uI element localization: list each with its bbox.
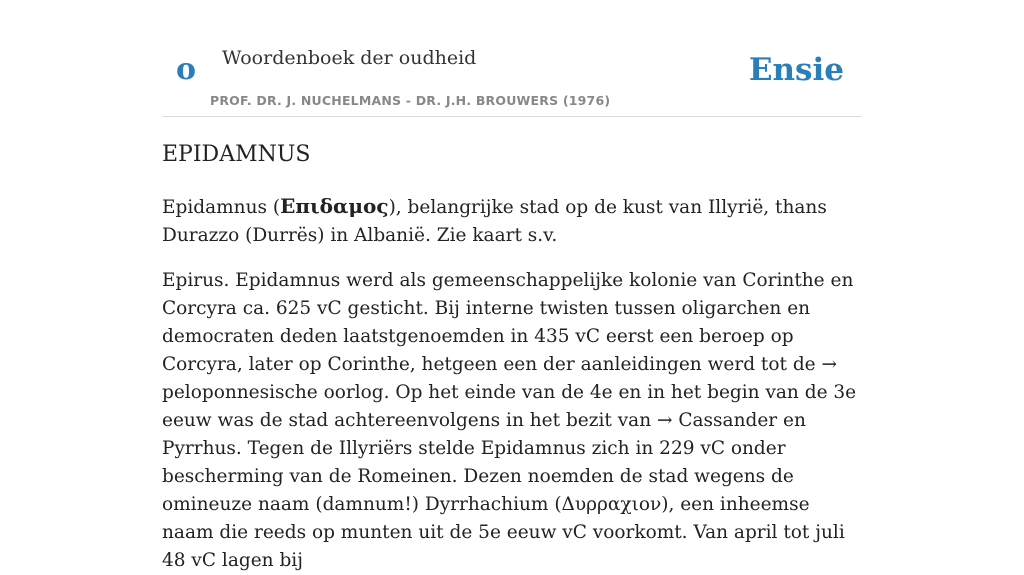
- link-cassander[interactable]: → Cassander: [656, 410, 778, 431]
- p1-text-start: Epidamnus (: [162, 197, 281, 218]
- entry-paragraph-1: [162, 192, 862, 250]
- page-content: [162, 0, 862, 571]
- book-authors: PROF. DR. J. NUCHELMANS - DR. J.H. BROUWERS (1976): [210, 93, 611, 108]
- p2-text-c: en Pyrrhus. Tegen de Illyriërs stelde Epidamnus zich in 229 vC onder bescherming van de Romeinen. Dezen noemden de stad wegens de omineuze naam (damnum!) Dyrrhachium (Δυρραχιον), een inheemse naam die reeds op munten uit de 5e eeuw vC voorkomt. Van april tot juli 48 vC lagen bij: [162, 410, 845, 571]
- page-header: [162, 0, 862, 117]
- entry-paragraph-2: [162, 267, 862, 575]
- p1-text-end: ), belangrijke stad op de kust van Illyrië, thans Durazzo (Durrës) in Albanië. Zie kaart s.v.: [162, 197, 827, 246]
- p2-text-b: . Op het einde van de 4e en in het begin van de 3e eeuw was de stad achtereenvolgens in het bezit van: [162, 382, 857, 431]
- brand-logo[interactable]: Ensie: [748, 52, 844, 88]
- book-title[interactable]: Woordenboek der oudheid: [222, 47, 477, 69]
- entry-headword: EPIDAMNUS: [162, 142, 311, 167]
- letter-marker[interactable]: o: [176, 52, 197, 87]
- greek-term: Επιδαμος: [280, 194, 389, 218]
- p2-text-a: Epirus. Epidamnus werd als gemeenschappelijke kolonie van Corinthe en Corcyra ca. 625 vC gesticht. Bij interne twisten tussen oligarchen en democraten deden laatstgenoemden in 435 vC eerst een beroep op Corcyra, later op Corinthe, hetgeen een der aanleidingen werd tot de: [162, 270, 854, 375]
- link-peloponnesische-oorlog[interactable]: → peloponnesische oorlog: [162, 354, 838, 403]
